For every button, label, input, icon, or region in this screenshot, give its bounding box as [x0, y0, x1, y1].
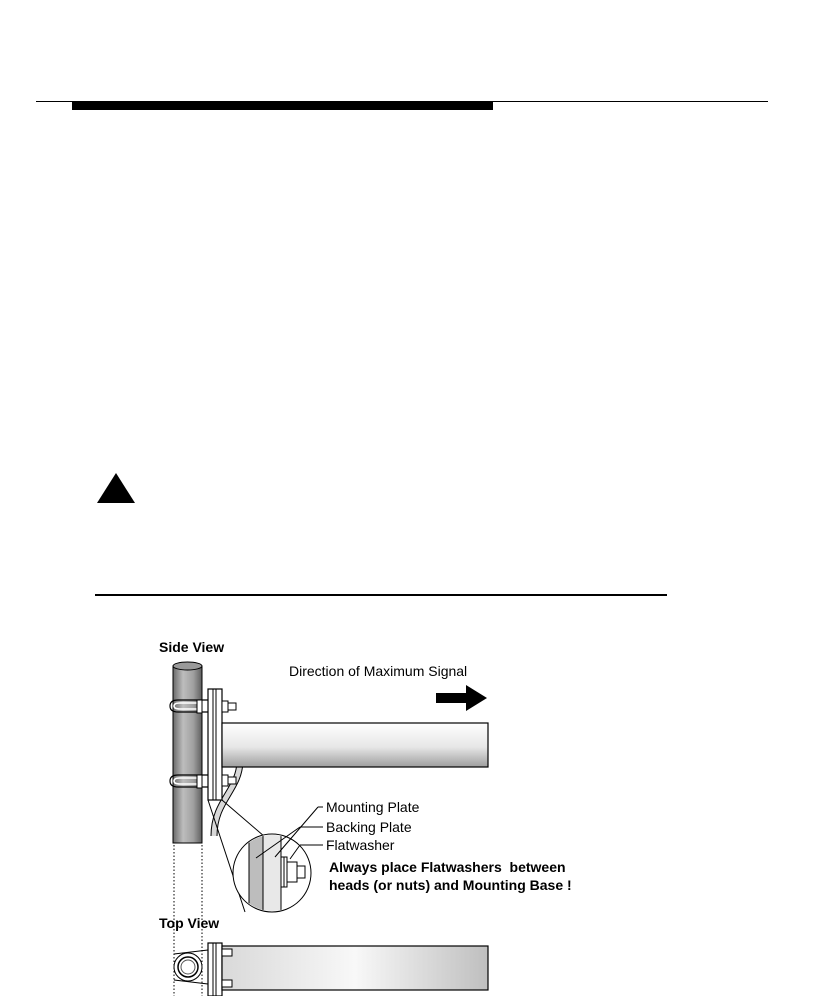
callout-mounting-plate: Mounting Plate: [326, 799, 420, 815]
callout-flatwasher: Flatwasher: [326, 837, 395, 853]
antenna-boom-side: [222, 723, 488, 767]
antenna-boom-top: [222, 946, 488, 990]
bolt-nut-lower: [222, 775, 236, 786]
side-view-label: Side View: [159, 639, 225, 655]
mounting-plate-top: [208, 943, 222, 996]
signal-direction-arrow-icon: [436, 685, 487, 711]
detail-magnifier: [233, 830, 311, 920]
mast-pole: [173, 662, 202, 843]
flatwasher-note-line-2: heads (or nuts) and Mounting Base !: [329, 877, 572, 893]
bolt-nut-upper: [222, 701, 236, 712]
mast-pole-top: [174, 953, 202, 981]
callout-backing-plate: Backing Plate: [326, 819, 412, 835]
top-view-label: Top View: [159, 915, 220, 931]
mounting-plate-side: [208, 689, 222, 800]
flatwasher-note-line-1: Always place Flatwashers between: [329, 859, 566, 875]
warning-triangle-icon: [97, 473, 135, 503]
direction-label: Direction of Maximum Signal: [289, 663, 468, 679]
